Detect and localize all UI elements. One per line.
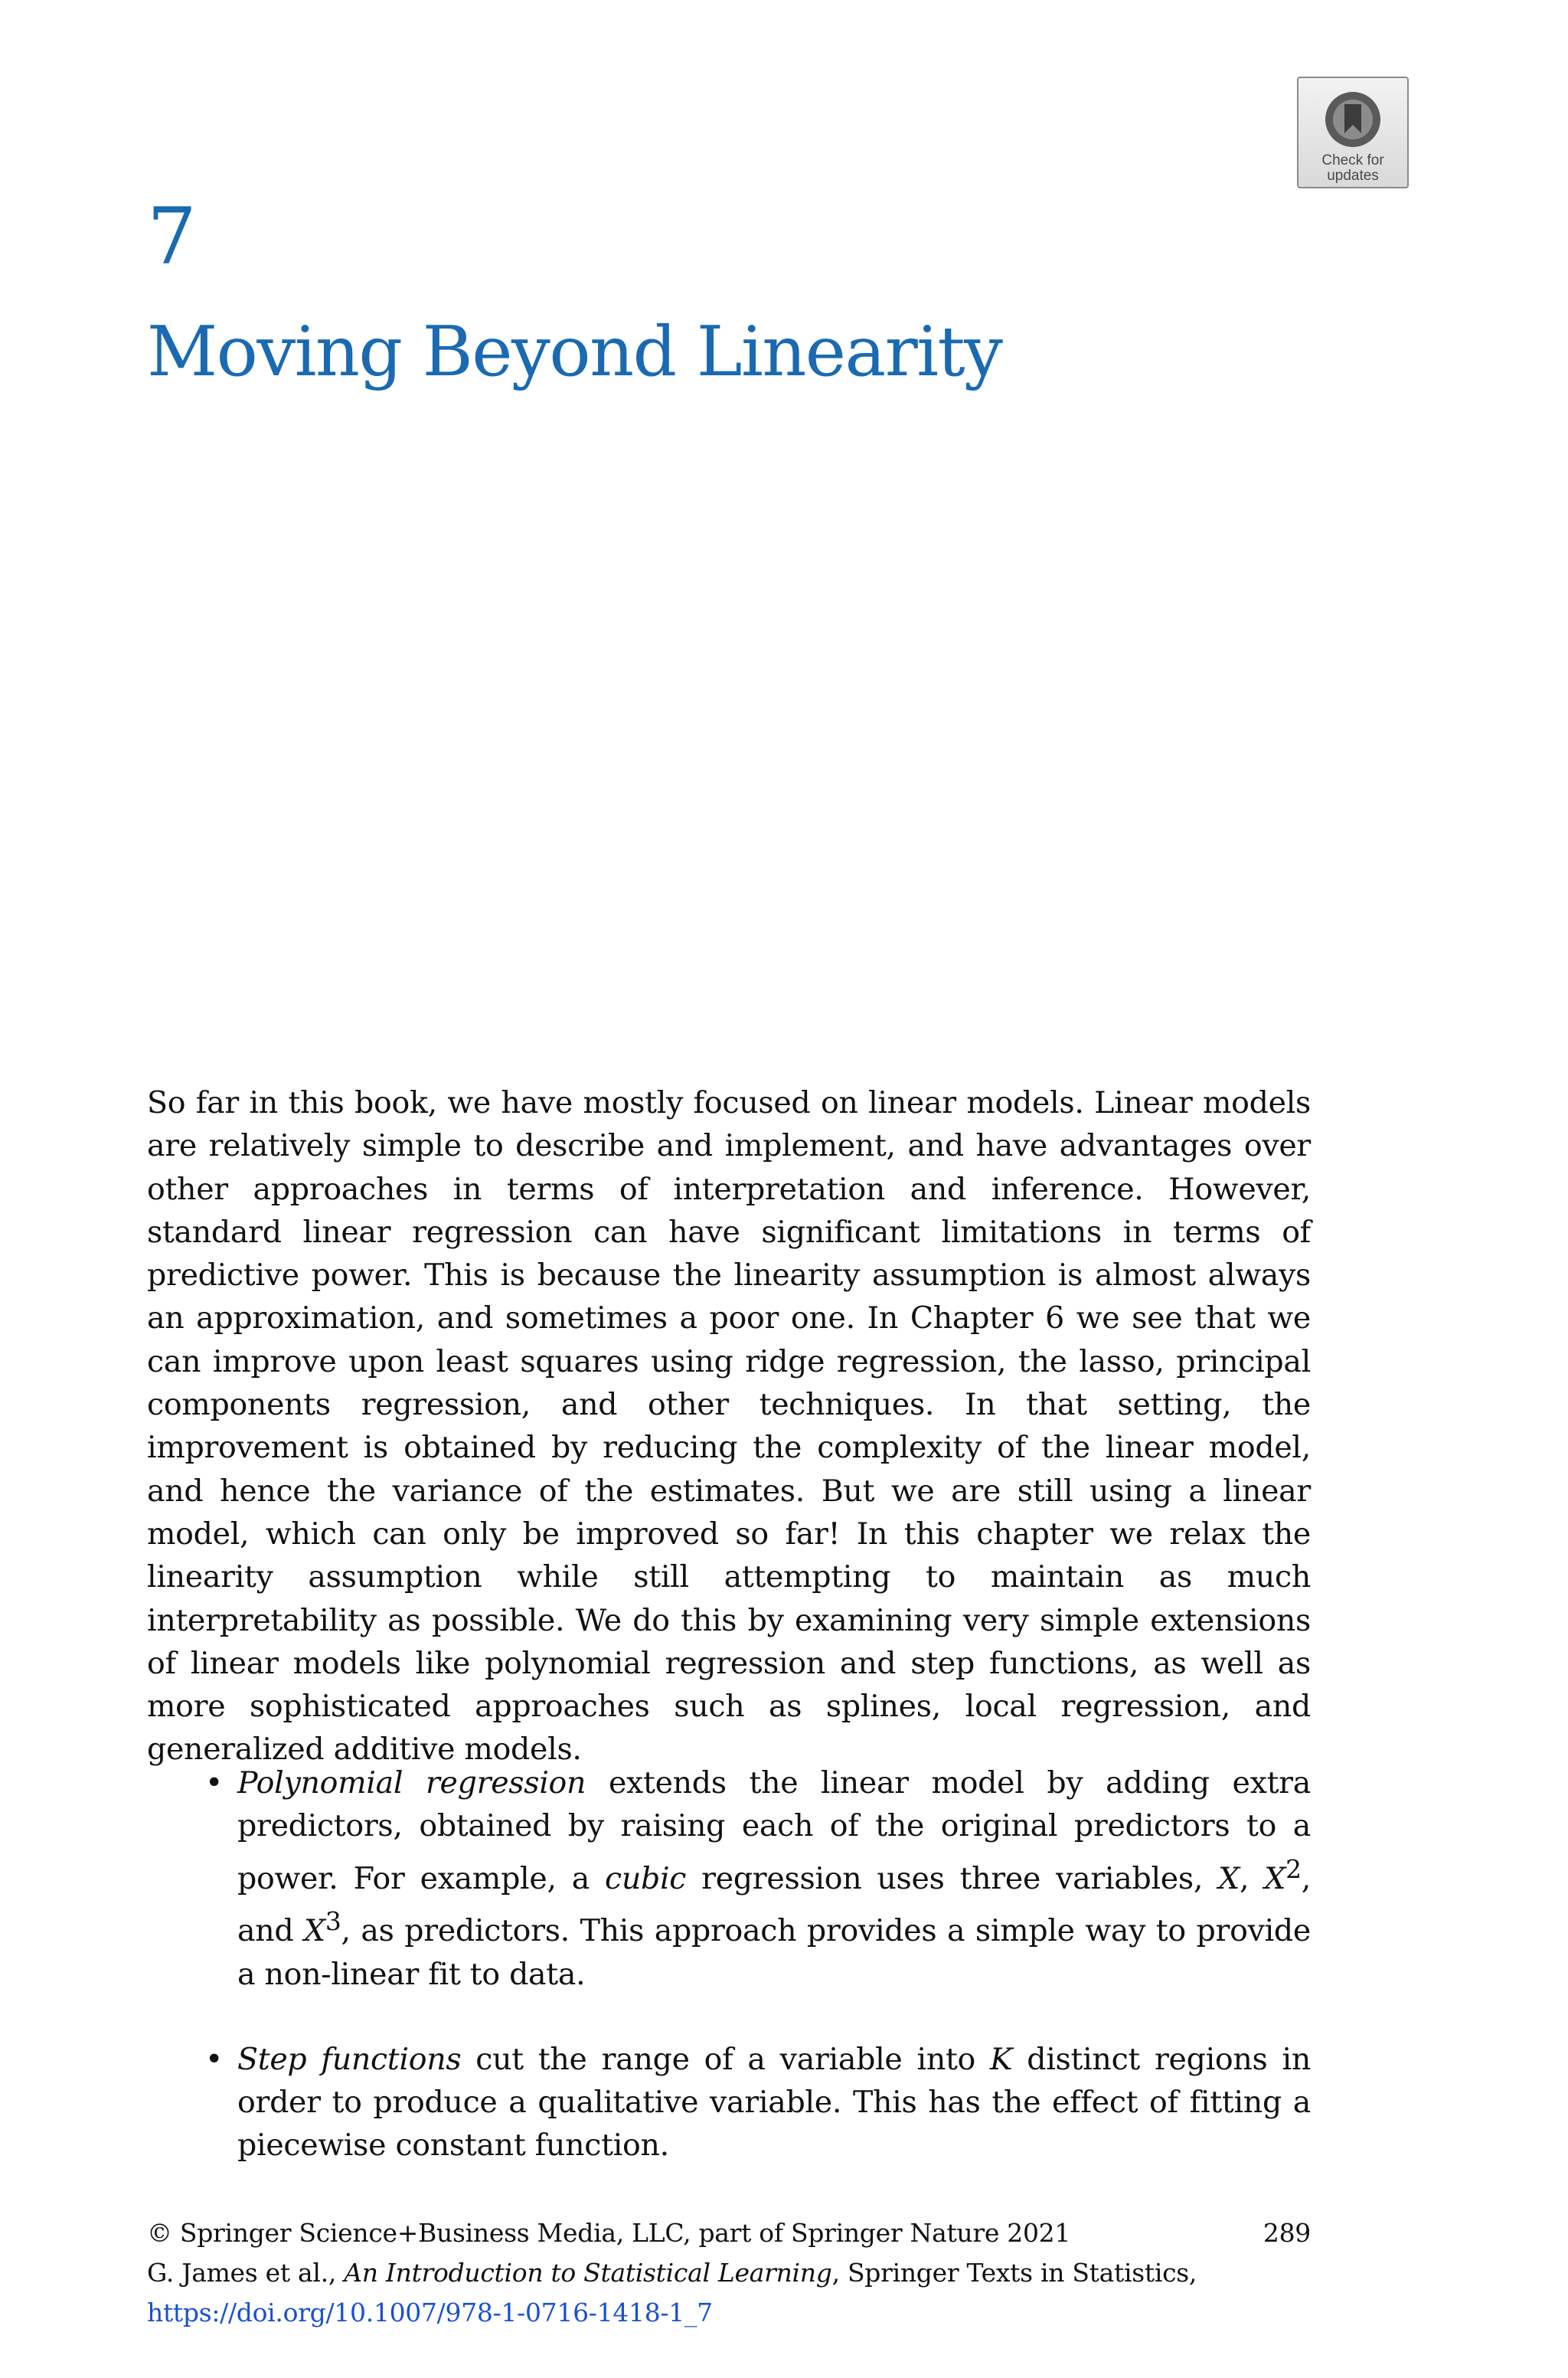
method-list <box>147 1761 1311 2167</box>
bookmark-icon <box>1322 89 1383 150</box>
doi-link[interactable]: https://doi.org/10.1007/978-1-0716-1418-1_7 <box>147 2298 713 2327</box>
math-exponent: 3 <box>325 1906 341 1937</box>
book-title: An Introduction to Statistical Learning <box>344 2258 832 2288</box>
math-var: K <box>990 2041 1013 2077</box>
item-text: , and <box>237 1860 1311 1949</box>
chapter-number: 7 <box>147 191 197 283</box>
copyright-notice: © Springer Science+Business Media, LLC, part of Springer Nature 2021 <box>147 2218 1071 2248</box>
math-exponent: 2 <box>1285 1853 1302 1884</box>
item-text: extends the linear model by adding extra predictors, obtained by raising each of the original predictors to a power. For example, a <box>237 1765 1311 1896</box>
page-footer <box>147 2213 1311 2333</box>
book-series: , Springer Texts in Statistics, <box>831 2258 1197 2288</box>
intro-paragraph: So far in this book, we have mostly focused on linear models. Linear models are relatively simple to describe and implement, and have advantages over other approaches in terms of interpretation and inference. However, standard linear regression can have significant limitations in terms of predictive power. This is because the linearity assumption is almost always an approximation, and sometimes a poor one. In Chapter 6 we see that we can improve upon least squares using ridge regression, the lasso, principal components regression, and other techniques. In that setting, the improvement is obtained by reducing the complexity of the linear model, and hence the variance of the estimates. But we are still using a linear model, which can only be improved so far! In this chapter we relax the linearity assumption while still attempting to maintain as much interpretability as possible. We do this by examining very simple extensions of linear models like polynomial regression and step functions, as well as more sophisticated approaches such as splines, local regression, and generalized additive models. <box>147 1085 1311 1768</box>
math-var: X <box>1264 1860 1286 1896</box>
chapter-title: Moving Beyond Linearity <box>147 312 1002 392</box>
item-text: cut the range of a variable into <box>461 2041 991 2077</box>
badge-label-line1: Check for <box>1321 152 1384 168</box>
term-polynomial-regression: Polynomial regression <box>237 1765 586 1801</box>
check-for-updates-badge[interactable] <box>1297 77 1409 188</box>
term-cubic: cubic <box>605 1860 687 1896</box>
item-text: , as predictors. This approach provides a simple way to provide a non-linear fit to data. <box>237 1913 1311 1992</box>
bullet-icon: • <box>205 2041 223 2077</box>
page-number: 289 <box>1263 2218 1311 2248</box>
badge-label-line2: updates <box>1327 168 1379 184</box>
math-var: X <box>1218 1860 1240 1896</box>
bullet-icon: • <box>205 1765 223 1801</box>
list-item-step-functions <box>147 2038 1311 2167</box>
term-step-functions: Step functions <box>237 2041 462 2077</box>
list-item-polynomial-regression <box>147 1761 1311 1996</box>
math-var: X <box>304 1913 325 1949</box>
citation-authors: G. James et al., <box>147 2258 345 2288</box>
item-text: , <box>1239 1860 1265 1896</box>
item-text: regression uses three variables, <box>686 1860 1219 1896</box>
item-text: distinct regions in order to produce a qualitative variable. This has the effect of fitting a piecewise constant function. <box>237 2041 1311 2164</box>
